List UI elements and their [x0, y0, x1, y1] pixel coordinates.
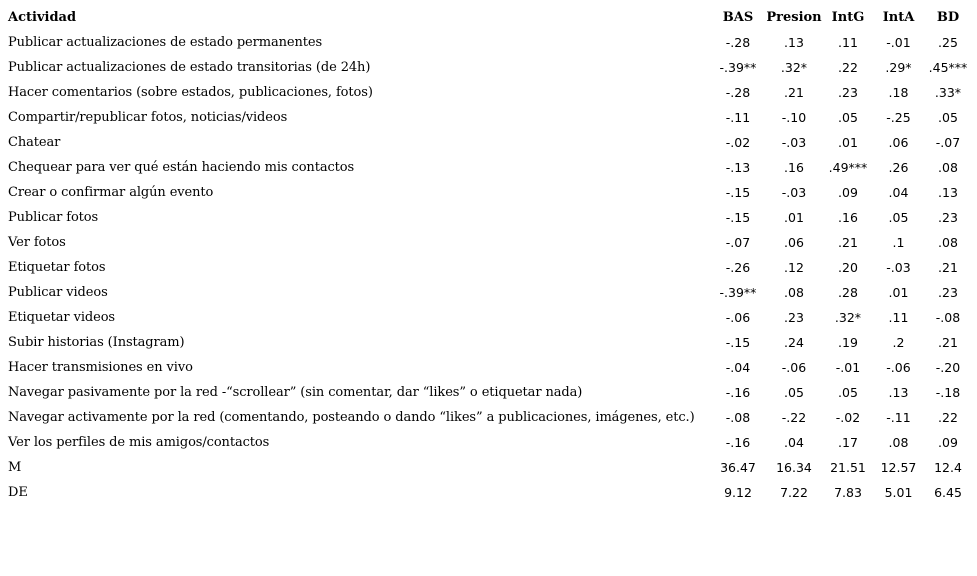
header-inta: IntA [882, 10, 915, 25]
cell-value: -.02 [725, 135, 751, 150]
cell-value: 12.4 [934, 460, 962, 475]
cell-value: 16.34 [776, 460, 812, 475]
cell-value: -.08 [725, 410, 751, 425]
cell-value: -.07 [725, 235, 751, 250]
cell-value: .20 [838, 260, 858, 275]
row-label: Navegar activamente por la red (comentando, posteando o dando “likes” a publicaciones, imágenes, etc.) [8, 410, 695, 425]
cell-value: .21 [784, 85, 804, 100]
table-row [6, 55, 973, 80]
cell-value: -.10 [781, 110, 807, 125]
cell-value: 7.83 [834, 485, 862, 500]
table-row [6, 405, 973, 430]
table-row [6, 330, 973, 355]
cell-value: .08 [888, 435, 909, 450]
cell-value: 6.45 [934, 485, 962, 500]
cell-value: .2 [892, 335, 905, 350]
row-label: Crear o confirmar algún evento [8, 185, 214, 200]
cell-value: -.28 [725, 85, 751, 100]
cell-value: .11 [838, 35, 858, 50]
row-label: Compartir/republicar fotos, noticias/videos [8, 110, 288, 125]
cell-value: .05 [784, 385, 804, 400]
cell-value: -.03 [781, 135, 807, 150]
cell-value: .11 [888, 310, 909, 325]
row-label: Chatear [8, 135, 61, 150]
header-bas: BAS [722, 10, 754, 25]
cell-value: .16 [838, 210, 858, 225]
cell-value: .23 [938, 285, 958, 300]
cell-value: -.39** [719, 60, 757, 75]
cell-value: .29* [885, 60, 912, 75]
row-label: Ver los perfiles de mis amigos/contactos [8, 435, 270, 450]
cell-value: .08 [938, 160, 958, 175]
cell-value: .23 [938, 210, 958, 225]
row-label: Publicar videos [8, 285, 108, 300]
cell-value: -.26 [725, 260, 751, 275]
table-row [6, 305, 973, 330]
cell-value: -.25 [886, 110, 911, 125]
cell-value: .05 [938, 110, 958, 125]
table-row [6, 480, 973, 505]
header-intg: IntG [831, 10, 865, 25]
cell-value: .08 [938, 235, 958, 250]
cell-value: .04 [784, 435, 804, 450]
cell-value: .05 [838, 110, 858, 125]
cell-value: 5.01 [884, 485, 913, 500]
table-row [6, 230, 973, 255]
cell-value: -.02 [835, 410, 861, 425]
cell-value: 21.51 [830, 460, 866, 475]
row-label: Publicar actualizaciones de estado permanentes [8, 35, 323, 50]
cell-value: .09 [838, 185, 858, 200]
cell-value: -.04 [725, 360, 751, 375]
row-label: Etiquetar fotos [8, 260, 106, 275]
cell-value: .22 [938, 410, 958, 425]
row-label: M [8, 460, 22, 475]
row-label: Hacer transmisiones en vivo [8, 360, 193, 375]
cell-value: .01 [838, 135, 858, 150]
table-row [6, 180, 973, 205]
cell-value: -.13 [725, 160, 751, 175]
cell-value: -.22 [781, 410, 807, 425]
cell-value: .09 [938, 435, 958, 450]
cell-value: -.11 [725, 110, 751, 125]
cell-value: 7.22 [780, 485, 808, 500]
cell-value: .26 [888, 160, 909, 175]
cell-value: -.39** [719, 285, 757, 300]
cell-value: .13 [784, 35, 804, 50]
cell-value: .19 [838, 335, 858, 350]
cell-value: .12 [784, 260, 804, 275]
cell-value: -.07 [935, 135, 961, 150]
header-actividad: Actividad [8, 10, 77, 25]
cell-value: .16 [784, 160, 804, 175]
cell-value: -.28 [725, 35, 751, 50]
cell-value: .18 [888, 85, 909, 100]
table-row [6, 280, 973, 305]
table-row [6, 130, 973, 155]
table-row [6, 155, 973, 180]
cell-value: .06 [784, 235, 804, 250]
cell-value: -.03 [886, 260, 911, 275]
cell-value: .22 [838, 60, 858, 75]
cell-value: -.16 [725, 385, 751, 400]
cell-value: .13 [888, 385, 909, 400]
table-row [6, 355, 973, 380]
table-row [6, 105, 973, 130]
cell-value: .06 [888, 135, 909, 150]
correlation-table [6, 5, 973, 505]
cell-value: .05 [888, 210, 909, 225]
cell-value: .17 [838, 435, 858, 450]
cell-value: -.06 [725, 310, 751, 325]
cell-value: -.11 [886, 410, 911, 425]
header-presion: Presion [766, 10, 822, 25]
cell-value: .13 [938, 185, 958, 200]
row-label: DE [8, 485, 28, 500]
cell-value: -.15 [725, 185, 751, 200]
cell-value: -.18 [935, 385, 961, 400]
cell-value: .01 [888, 285, 909, 300]
cell-value: -.15 [725, 210, 751, 225]
cell-value: .21 [938, 260, 958, 275]
cell-value: .21 [838, 235, 858, 250]
cell-value: -.06 [886, 360, 911, 375]
row-label: Ver fotos [8, 235, 66, 250]
cell-value: .1 [892, 235, 905, 250]
cell-value: .01 [784, 210, 804, 225]
cell-value: .24 [784, 335, 804, 350]
cell-value: .32* [834, 310, 862, 325]
row-label: Publicar actualizaciones de estado transitorias (de 24h) [8, 60, 371, 75]
header-bd: BD [936, 10, 960, 25]
table-row [6, 255, 973, 280]
cell-value: .08 [784, 285, 804, 300]
cell-value: -.01 [886, 35, 911, 50]
cell-value: 12.57 [880, 460, 917, 475]
table-row [6, 30, 973, 55]
row-label: Publicar fotos [8, 210, 99, 225]
row-label: Navegar pasivamente por la red -“scrollear” (sin comentar, dar “likes” o etiquetar nada) [8, 385, 583, 400]
table-row [6, 380, 973, 405]
cell-value: .23 [838, 85, 858, 100]
cell-value: 9.12 [724, 485, 752, 500]
row-label: Chequear para ver qué están haciendo mis contactos [8, 160, 355, 175]
cell-value: .28 [838, 285, 858, 300]
cell-value: .21 [938, 335, 958, 350]
cell-value: .33* [934, 85, 962, 100]
cell-value: -.06 [781, 360, 807, 375]
cell-value: .49*** [828, 160, 868, 175]
cell-value: .32* [780, 60, 808, 75]
cell-value: -.16 [725, 435, 751, 450]
table-row [6, 455, 973, 480]
cell-value: .25 [938, 35, 958, 50]
row-label: Subir historias (Instagram) [8, 335, 185, 350]
row-label: Etiquetar videos [8, 310, 115, 325]
cell-value: .45*** [928, 60, 968, 75]
cell-value: -.01 [835, 360, 861, 375]
table-row [6, 430, 973, 455]
cell-value: .04 [888, 185, 909, 200]
cell-value: -.20 [935, 360, 961, 375]
cell-value: .05 [838, 385, 858, 400]
table-row [6, 80, 973, 105]
cell-value: -.03 [781, 185, 807, 200]
cell-value: .23 [784, 310, 804, 325]
table-row [6, 205, 973, 230]
cell-value: -.08 [935, 310, 961, 325]
header-row [6, 5, 973, 30]
cell-value: -.15 [725, 335, 751, 350]
row-label: Hacer comentarios (sobre estados, publicaciones, fotos) [8, 85, 373, 100]
cell-value: 36.47 [720, 460, 756, 475]
